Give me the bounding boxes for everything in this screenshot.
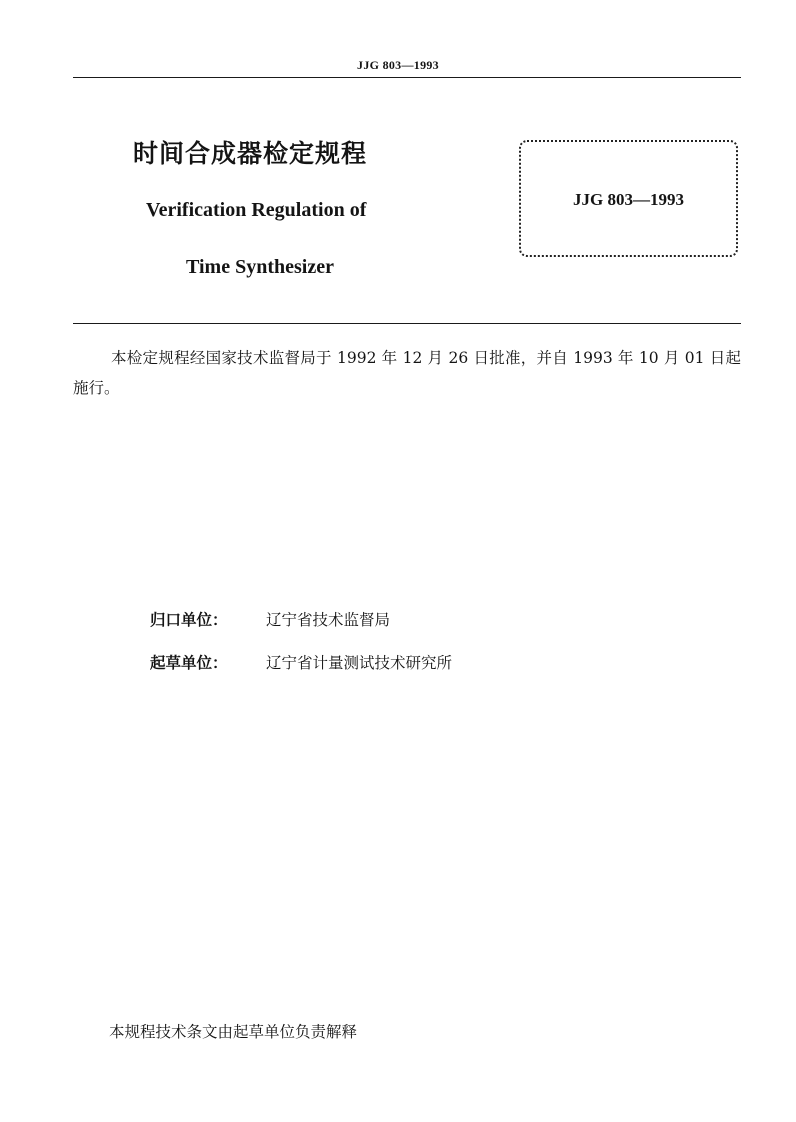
unit-row-responsible xyxy=(150,608,390,630)
title-english-line-1: Verification Regulation of xyxy=(146,199,367,221)
standard-code-label: JJG 803—1993 xyxy=(573,190,684,209)
title-divider xyxy=(73,323,741,324)
running-header-code: JJG 803—1993 xyxy=(357,58,439,72)
title-chinese: 时间合成器检定规程 xyxy=(133,139,368,168)
title-english-line-2: Time Synthesizer xyxy=(186,256,334,278)
drafting-unit-value: 辽宁省计量测试技术研究所 xyxy=(266,654,453,672)
unit-row-drafting xyxy=(150,651,452,673)
responsible-unit-value: 辽宁省技术监督局 xyxy=(266,611,391,629)
header-divider xyxy=(73,77,741,78)
drafting-unit-label: 起草单位： xyxy=(150,654,228,672)
interpretation-note: 本规程技术条文由起草单位负责解释 xyxy=(109,1023,358,1041)
approval-statement: 本检定规程经国家技术监督局于 1992 年 12 月 26 日批准，并自 1993 年 10 月 01 日起施行。 xyxy=(73,349,741,397)
responsible-unit-label: 归口单位： xyxy=(150,611,228,629)
